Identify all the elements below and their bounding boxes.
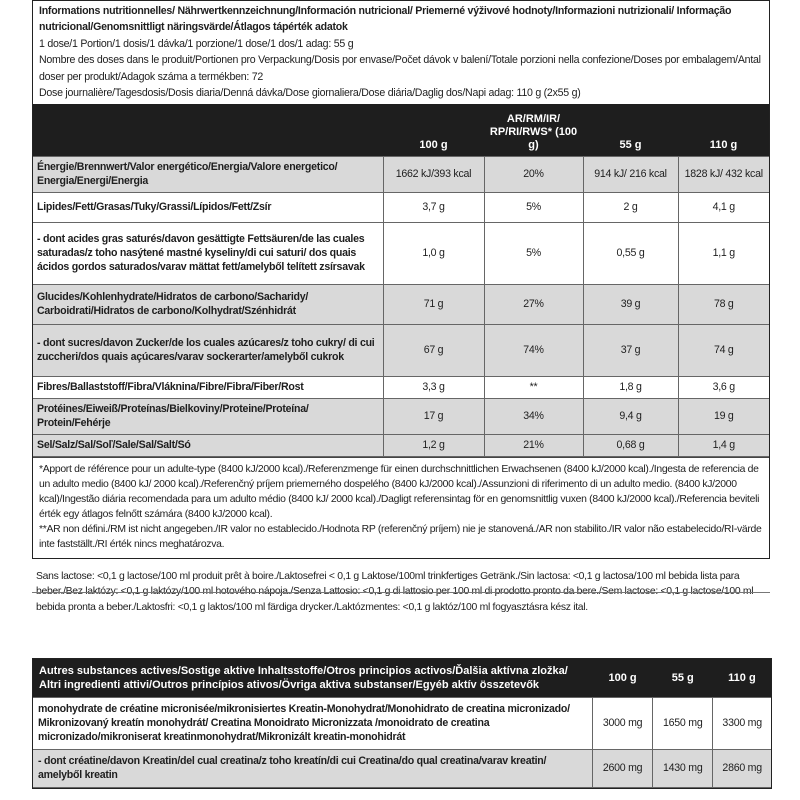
not-defined-note: **AR non défini./RM ist nicht angegeben./IR valor no establecido./Hodnota RP (referenčný príjem) nie je stanovená./AR non stabilito./IR valor não estabelecido/RI-värde inte fastställt./RI érték nincs meghatározva. — [39, 523, 762, 550]
value-100g: 1,0 g — [383, 222, 484, 284]
value-55g: 1,8 g — [583, 376, 678, 398]
value-55g: 37 g — [583, 324, 678, 376]
value-reference-intake: 5% — [484, 222, 583, 284]
nutrient-label: Protéines/Eiweiß/Proteínas/Bielkoviny/Proteine/Proteína/ Protein/Fehérje — [33, 398, 383, 434]
value-100g: 71 g — [383, 284, 484, 324]
section-divider — [32, 592, 770, 593]
header-blank — [33, 104, 383, 156]
value-100g: 3,7 g — [383, 192, 484, 222]
nutrition-row — [33, 398, 769, 434]
nutrient-label: Énergie/Brennwert/Valor energético/Energia/Valore energetico/ Energia/Energi/Energia — [33, 156, 383, 192]
value-reference-intake: 20% — [484, 156, 583, 192]
header-110g: 110 g — [678, 104, 769, 156]
value-55g: 9,4 g — [583, 398, 678, 434]
nutrition-row — [33, 324, 769, 376]
value-110g: 19 g — [678, 398, 769, 434]
nutrition-header-row — [33, 104, 769, 156]
value-110g: 4,1 g — [678, 192, 769, 222]
nutrition-table — [33, 104, 769, 457]
intro-title: Informations nutritionnelles/ Nährwertkennzeichnung/Información nutricional/ Priemerné výživové hodnoty/Informazioni nutrizionali/ Informação nutricional/Genomsnittligt näringsvärde/Átlagos tápérték adatok — [39, 5, 732, 34]
active-value-100g: 2600 mg — [593, 749, 653, 787]
footnotes — [33, 457, 769, 558]
value-110g: 1828 kJ/ 432 kcal — [678, 156, 769, 192]
serving-size: 1 dose/1 Portion/1 dosis/1 dávka/1 porzione/1 dose/1 dos/1 adag: 55 g — [39, 37, 354, 50]
daily-dose: Dose journalière/Tagesdosis/Dosis diaria/Denná dávka/Dose giornaliera/Dose diária/Daglig dos/Napi adag: 110 g (2x55 g) — [39, 87, 581, 100]
active-value-110g: 2860 mg — [713, 749, 771, 787]
nutrient-label: Glucides/Kohlenhydrate/Hidratos de carbono/Sacharidy/ Carboidrati/Hidratos de carbono/Kolhydrat/Szénhidrát — [33, 284, 383, 324]
nutrient-label: Lipides/Fett/Grasas/Tuky/Grassi/Lípidos/Fett/Zsír — [33, 192, 383, 222]
active-header-title: Autres substances actives/Sostige aktive Inhaltsstoffe/Otros principios activos/Ďalšia aktívna zložka/ Altri ingredienti attivi/Outros princípios ativos/Övriga aktiva substanser/Egyéb aktív összetevők — [33, 659, 593, 697]
value-55g: 0,55 g — [583, 222, 678, 284]
value-100g: 1,2 g — [383, 434, 484, 456]
nutrition-box — [32, 0, 770, 559]
active-value-55g: 1430 mg — [653, 749, 713, 787]
value-reference-intake: 27% — [484, 284, 583, 324]
lactose-note: Sans lactose: <0,1 g lactose/100 ml produit prêt à boire./Laktosefrei < 0,1 g Laktose/100ml trinkfertiges Getränk./Sin lactosa: <0,1 g lactosa/100 ml bebida lista para beber./Bez laktózy: <0,1 g laktózy/100 ml hotového nápoja./Senza Lattosio: <0,1 g di lattosio per 100 ml di prodotto pronto da bere./Sem lactose: <0,1 g lactose/100 ml bebida pronta a beber./Laktosfri: <0,1 g laktos/100 ml färdiga drycker./Laktózmentes: <0,1 g laktóz/100 ml fogyasztásra kész ital. — [36, 570, 754, 613]
value-110g: 1,1 g — [678, 222, 769, 284]
active-header-55g: 55 g — [653, 659, 713, 697]
nutrition-row — [33, 156, 769, 192]
active-header-100g: 100 g — [593, 659, 653, 697]
nutrient-label: - dont sucres/davon Zucker/de los cuales azúcares/z toho cukry/ di cui zuccheri/dos quais açúcares/varav sockerarter/amelyből cukrok — [33, 324, 383, 376]
nutrition-label — [32, 0, 770, 615]
header-100g: 100 g — [383, 104, 484, 156]
active-header-110g: 110 g — [713, 659, 771, 697]
value-100g: 3,3 g — [383, 376, 484, 398]
nutrient-label: Sel/Salz/Sal/Soľ/Sale/Sal/Salt/Só — [33, 434, 383, 456]
nutrition-row — [33, 192, 769, 222]
value-100g: 67 g — [383, 324, 484, 376]
value-reference-intake: 74% — [484, 324, 583, 376]
value-100g: 17 g — [383, 398, 484, 434]
active-value-55g: 1650 mg — [653, 697, 713, 749]
value-110g: 3,6 g — [678, 376, 769, 398]
active-value-110g: 3300 mg — [713, 697, 771, 749]
active-row — [33, 749, 771, 787]
header-55g: 55 g — [583, 104, 678, 156]
active-row — [33, 697, 771, 749]
active-label: - dont créatine/davon Kreatin/del cual creatina/z toho kreatín/di cui Creatina/do qual creatina/varav kreatin/ amelyből kreatin — [33, 749, 593, 787]
active-label: monohydrate de créatine micronisée/mikronisiertes Kreatin-Monohydrat/Monohidrato de creatina micronizado/ Mikronizovaný kreatín monohydrát/ Creatina Monoidrato Micronizzata /monoidrato de creatina micronizado/mikroniserat kreatinmonohydrat/Mikronizált kreatin-monohidrát — [33, 697, 593, 749]
active-value-100g: 3000 mg — [593, 697, 653, 749]
value-110g: 78 g — [678, 284, 769, 324]
value-55g: 39 g — [583, 284, 678, 324]
value-reference-intake: 21% — [484, 434, 583, 456]
nutrient-label: - dont acides gras saturés/davon gesättigte Fettsäuren/de las cuales saturadas/z toho nasýtené mastné kyseliny/di cui saturi/ dos quais ácidos gordos saturados/varav mättat fett/amelyből telített zsírsavak — [33, 222, 383, 284]
active-header-row — [33, 659, 771, 697]
intro-block — [33, 1, 769, 104]
value-110g: 74 g — [678, 324, 769, 376]
value-reference-intake: 5% — [484, 192, 583, 222]
nutrition-row — [33, 222, 769, 284]
nutrition-row — [33, 284, 769, 324]
value-55g: 914 kJ/ 216 kcal — [583, 156, 678, 192]
reference-intake-note: *Apport de référence pour un adulte-type (8400 kJ/2000 kcal)./Referenzmenge für einen durchschnittlichen Erwachsenen (8400 kJ/2000 kcal)./Ingesta de referencia de un adulto medio (8400 kJ/ 2000 kcal)./Referenčný príjem priemerného dospelého (8400 kJ/2000 kcal)./Assunzioni di riferimento di un adulto medio. (8400 kJ/2000 kcal)/Ingestão diária recomendada para um adulto médio (8400 kJ/ 2000 kcal)./Dagligt referensintag för en genomsnittlig vuxen (8400 kJ/2000 kcal)./Referencia beviteli érték egy átlagos felnőtt számára (8400 kJ/2000 kcal). — [39, 463, 760, 520]
active-substances-table — [33, 659, 771, 788]
value-55g: 0,68 g — [583, 434, 678, 456]
nutrition-row — [33, 434, 769, 456]
value-110g: 1,4 g — [678, 434, 769, 456]
active-substances-box — [32, 658, 772, 789]
value-100g: 1662 kJ/393 kcal — [383, 156, 484, 192]
value-reference-intake: 34% — [484, 398, 583, 434]
nutrition-row — [33, 376, 769, 398]
value-reference-intake: ** — [484, 376, 583, 398]
servings-count: Nombre des doses dans le produit/Portionen pro Verpackung/Dosis por envase/Počet dávok v balení/Totale porzioni nella confezione/Doses por embalagem/Antal doser per produkt/Adagok száma a termékben: 72 — [39, 54, 761, 83]
value-55g: 2 g — [583, 192, 678, 222]
header-reference-intake: AR/RM/IR/ RP/RI/RWS* (100 g) — [484, 104, 583, 156]
nutrient-label: Fibres/Ballaststoff/Fibra/Vláknina/Fibre/Fibra/Fiber/Rost — [33, 376, 383, 398]
